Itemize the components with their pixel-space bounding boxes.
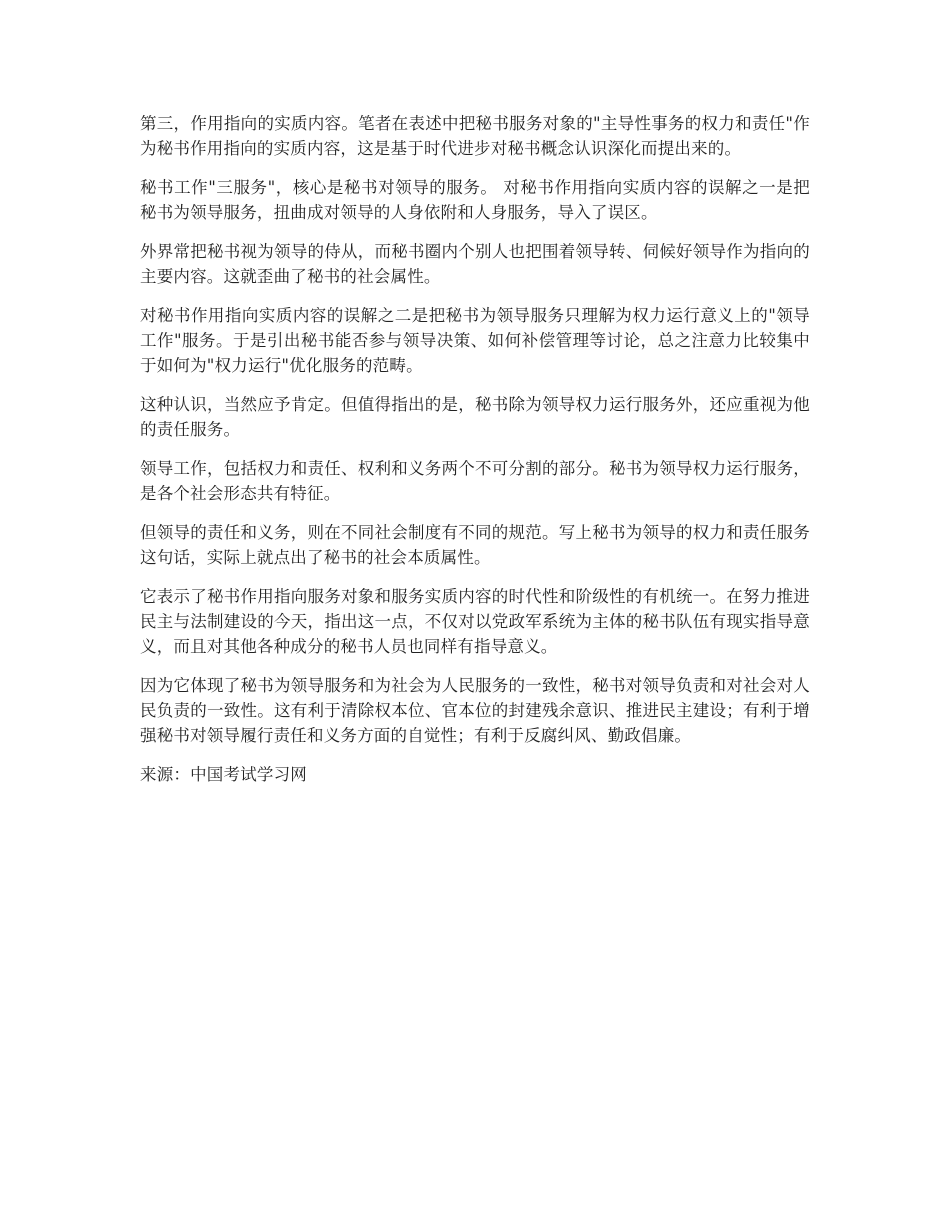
paragraph-4: 对秘书作用指向实质内容的误解之二是把秘书为领导服务只理解为权力运行意义上的"领导工作"服务。于是引出秘书能否参与领导决策、如何补偿管理等讨论，总之注意力比较集中于如何为"权力运行"优化服务的范畴。 <box>140 306 810 375</box>
source-line: 来源：中国考试学习网 <box>140 765 307 784</box>
paragraph-7: 但领导的责任和义务，则在不同社会制度有不同的规范。写上秘书为领导的权力和责任服务这句话，实际上就点出了秘书的社会本质属性。 <box>140 523 810 567</box>
paragraph-3: 外界常把秘书视为领导的侍从，而秘书圈内个别人也把围着领导转、伺候好领导作为指向的主要内容。这就歪曲了秘书的社会属性。 <box>140 242 810 286</box>
paragraph-8: 它表示了秘书作用指向服务对象和服务实质内容的时代性和阶级性的有机统一。在努力推进民主与法制建设的今天，指出这一点，不仅对以党政军系统为主体的秘书队伍有现实指导意义，而且对其他各种成分的秘书人员也同样有指导意义。 <box>140 587 810 656</box>
paragraph-1: 第三，作用指向的实质内容。笔者在表述中把秘书服务对象的"主导性事务的权力和责任"作为秘书作用指向的实质内容，这是基于时代进步对秘书概念认识深化而提出来的。 <box>140 114 810 158</box>
paragraph-2: 秘书工作"三服务"，核心是秘书对领导的服务。 对秘书作用指向实质内容的误解之一是把秘书为领导服务，扭曲成对领导的人身依附和人身服务，导入了误区。 <box>140 178 810 222</box>
paragraph-6: 领导工作，包括权力和责任、权利和义务两个不可分割的部分。秘书为领导权力运行服务，是各个社会形态共有特征。 <box>140 459 810 503</box>
document-body <box>140 111 810 801</box>
paragraph-9: 因为它体现了秘书为领导服务和为社会为人民服务的一致性，秘书对领导负责和对社会对人民负责的一致性。这有利于清除权本位、官本位的封建残余意识、推进民主建设；有利于增强秘书对领导履行责任和义务方面的自觉性；有利于反腐纠风、勤政倡廉。 <box>140 676 810 745</box>
paragraph-5: 这种认识，当然应予肯定。但值得指出的是，秘书除为领导权力运行服务外，还应重视为他的责任服务。 <box>140 395 810 439</box>
